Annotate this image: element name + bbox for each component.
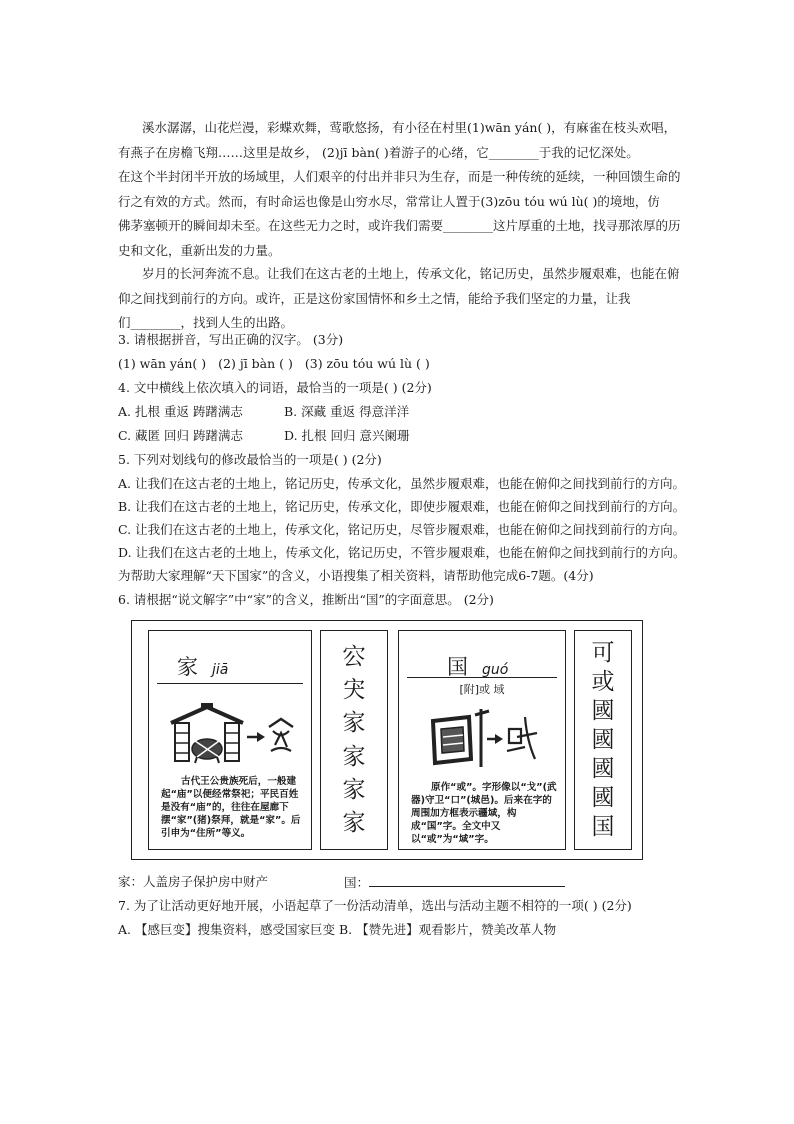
q6-7-intro: 为帮助大家理解“天下国家”的含义，小语搜集了相关资料，请帮助他完成6-7题。(4分): [118, 568, 594, 583]
jia-ancient-glyph-icon: [167, 701, 297, 765]
jia-pinyin: jiā: [211, 662, 229, 678]
passage-line: 有燕子在房檐飞翔……这里是故乡， (2)jī bàn( )着游子的心绪，它________于我的记忆深处。: [118, 144, 639, 160]
passage-paragraph-2: [118, 262, 678, 336]
q3-stem: 3. 请根据拼音，写出正确的汉字。 (3分): [118, 332, 344, 347]
guo-ancient-glyph-icon: [429, 707, 539, 771]
passage-line: 在这个半封闭半开放的场域里，人们艰辛的付出并非只为生存，而是一种传统的延续，一种回馈生命的: [118, 169, 681, 184]
q4-option-d: D. 扎根 回归 意兴阑珊: [284, 428, 410, 443]
jia-form: 宊: [342, 677, 366, 704]
guo-pinyin: guó: [481, 662, 509, 678]
q4-option-b: B. 深藏 重返 得意洋洋: [284, 404, 410, 419]
q5-stem: 5. 下列对划线句的修改最恰当的一项是( ) (2分): [118, 452, 382, 467]
q4-stem: 4. 文中横线上依次填入的词语，最恰当的一项是( ) (2分): [118, 380, 432, 395]
jia-form: 家: [342, 809, 366, 836]
q5-option-d: D. 让我们在这古老的土地上，传承文化，铭记历史，不管步履艰难，也能在俯仰之间找到前行的方向。: [118, 545, 686, 560]
passage-line: 仰之间找到前行的方向。或许，正是这份家国情怀和乡土之情，能给予我们坚定的力量，让我: [118, 290, 631, 306]
q3-items: [118, 354, 638, 374]
passage-line: 岁月的长河奔流不息。让我们在这古老的土地上，传承文化，铭记历史，虽然步履艰难，也能在俯: [142, 266, 680, 281]
guo-character: 国: [447, 655, 468, 679]
q5-option-b: B. 让我们在这古老的土地上，铭记历史，传承文化，即使步履艰难，也能在俯仰之间找到前行的方向。: [118, 499, 686, 514]
guo-form: 或: [591, 669, 615, 695]
jia-form: 家: [342, 743, 366, 770]
passage-line: 们________，找到人生的出路。: [118, 315, 294, 330]
guo-form: 國: [591, 698, 615, 724]
guo-answer-label: 国：: [344, 875, 370, 890]
guo-form: 國: [591, 756, 615, 782]
guo-answer: [344, 872, 565, 893]
guo-form: 国: [591, 814, 615, 840]
passage-line: 溪水潺潺，山花烂漫，彩蝶欢舞，莺歌悠扬，有小径在村里(1)wān yán( )，有麻雀在枝头欢唱，: [142, 120, 677, 135]
q6-stem: 6. 请根据“说文解字”中“家”的含义，推断出“国”的字面意思。 (2分): [118, 592, 494, 607]
jia-evolution-column: [320, 630, 388, 850]
q7-options: A. 【感巨变】搜集资料，感受国家巨变 B. 【赞先进】观看影片，赞美改革人物: [118, 922, 557, 937]
guo-form: 國: [591, 727, 615, 753]
jia-character: 家: [177, 655, 198, 679]
q7-stem: 7. 为了让活动更好地开展，小语起草了一份活动清单，选出与活动主题不相符的一项( ) (2分): [118, 898, 632, 913]
passage-line: 行之有效的方式。然而，有时命运也像是山穷水尽，常常让人置于(3)zōu tóu wú lù( )的境地，仿: [118, 193, 660, 209]
jia-form: 家: [342, 710, 366, 737]
etymology-figure: [131, 620, 643, 860]
divider: [157, 683, 303, 684]
jia-form: 㝐: [342, 644, 366, 670]
q4-option-a: A. 扎根 重返 踌躇满志: [118, 404, 243, 419]
guo-answer-blank[interactable]: [369, 872, 565, 887]
passage-line: 佛茅塞顿开的瞬间却未至。在这些无力之时，或许我们需要________这片厚重的土地，找寻那浓厚的历: [118, 218, 681, 233]
divider: [407, 677, 557, 678]
q3-item-3: (3) zōu tóu wú lù ( ): [304, 356, 430, 371]
q3-item-2: (2) jī bàn ( ): [218, 356, 293, 371]
q5-option-c: C. 让我们在这古老的土地上，传承文化，铭记历史，尽管步履艰难，也能在俯仰之间找到前行的方向。: [118, 522, 686, 537]
guo-evolution-column: [574, 630, 632, 850]
jia-form: 家: [342, 776, 366, 803]
passage-paragraph-1: [118, 116, 681, 263]
passage-line: 史和文化，重新出发的力量。: [118, 242, 281, 258]
guo-form: 國: [591, 785, 615, 811]
jia-description: 古代王公贵族死后，一般建起“庙”以便经常祭祀；平民百姓是没有“庙”的，往往在屋廊下摆“家”(猪)祭拜，就是“家”。后引申为“住所”等义。: [161, 776, 301, 839]
guo-form: 可: [591, 640, 615, 666]
q5-option-a: A. 让我们在这古老的土地上，铭记历史，传承文化，虽然步履艰难，也能在俯仰之间找到前行的方向。: [118, 476, 685, 491]
q3-item-1: (1) wān yán( ): [118, 356, 207, 371]
guo-panel: [398, 630, 566, 850]
q4-option-c: C. 藏匿 回归 踌躇满志: [118, 428, 244, 443]
jia-panel: [148, 630, 312, 850]
guo-variants: [附]或 域: [459, 683, 505, 696]
guo-description: 原作“或”。字形像以“戈”(武器)守卫“口”(城邑)。后来在字的周围加方框表示疆域，构成“国”字。全文中又以“或”为“域”字。: [411, 782, 557, 845]
jia-meaning-label: 家：人盖房子保护房中财产: [118, 874, 269, 889]
